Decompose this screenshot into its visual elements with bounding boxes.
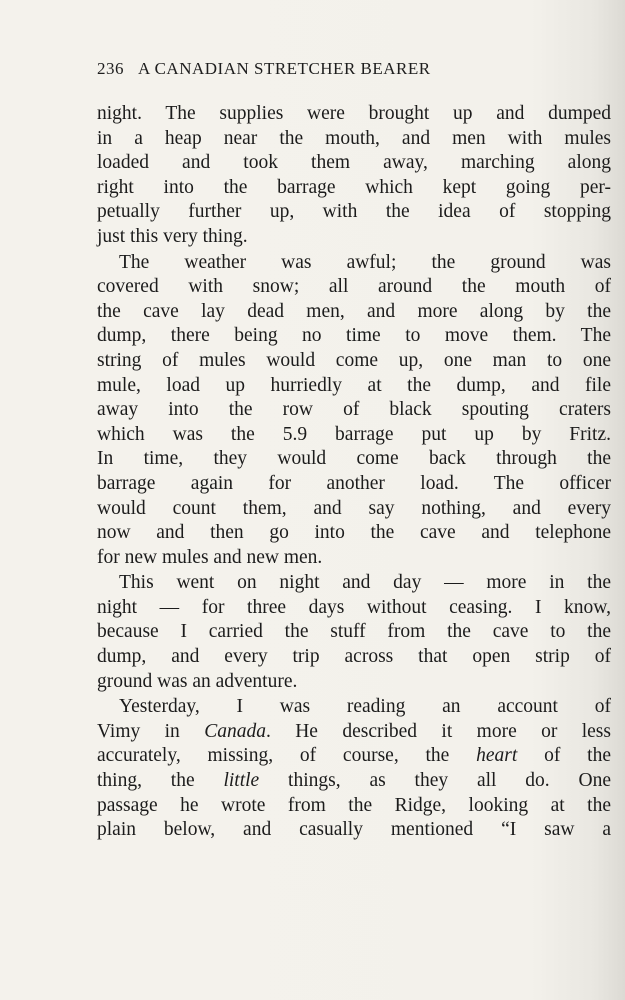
text-line: mule, load up hurriedly at the dump, and file (97, 374, 611, 396)
text-line: petually further up, with the idea of stopping (97, 201, 611, 223)
text-line: the cave lay dead men, and more along by the (97, 300, 611, 322)
text-line: Yesterday, I was reading an account of (119, 696, 611, 718)
text-line: dump, and every trip across that open strip of (97, 646, 611, 668)
paragraph-3 (97, 571, 611, 694)
paragraph-1 (97, 102, 611, 250)
paragraph-4 (97, 695, 611, 843)
paragraph-2 (97, 251, 611, 571)
text-line: in a heap near the mouth, and men with mules (97, 127, 611, 149)
text-line: which was the 5.9 barrage put up by Fritz. (97, 423, 611, 445)
text-line: would count them, and say nothing, and every (97, 497, 611, 519)
page-number: 236 (97, 59, 124, 78)
text-line: dump, there being no time to move them. The (97, 325, 611, 347)
text-line: now and then go into the cave and telephone (97, 522, 611, 544)
text-line: right into the barrage which kept going per- (97, 176, 611, 198)
text-line: covered with snow; all around the mouth of (97, 276, 611, 298)
running-header (97, 59, 517, 79)
body-text (97, 102, 611, 843)
text-line: In time, they would come back through the (97, 448, 611, 470)
text-line: passage he wrote from the Ridge, looking at the (97, 794, 611, 816)
text-line: The weather was awful; the ground was (119, 251, 611, 273)
italic-text: heart (476, 745, 518, 767)
text-line: ground was an adventure. (97, 670, 298, 692)
text-line: because I carried the stuff from the cave to the (97, 621, 611, 643)
text-line: accurately, missing, of course, the heart of the (97, 745, 611, 767)
text-line: plain below, and casually mentioned “I saw a (97, 819, 611, 841)
text-line: thing, the little things, as they all do. One (97, 770, 611, 792)
running-title: A CANADIAN STRETCHER BEARER (138, 59, 431, 78)
text-line: Vimy in Canada. He described it more or less (97, 720, 611, 742)
text-line: string of mules would come up, one man to one (97, 349, 611, 371)
italic-text: Canada (204, 720, 266, 742)
text-line: loaded and took them away, marching along (97, 152, 611, 174)
text-line: just this very thing. (97, 225, 248, 247)
text-line: away into the row of black spouting craters (97, 399, 611, 421)
text-line: night — for three days without ceasing. I know, (97, 596, 611, 618)
text-line: barrage again for another load. The officer (97, 472, 611, 494)
italic-text: little (223, 770, 260, 792)
text-line: for new mules and new men. (97, 546, 323, 568)
text-line: night. The supplies were brought up and dumped (97, 103, 611, 124)
text-line: This went on night and day — more in the (119, 572, 611, 594)
